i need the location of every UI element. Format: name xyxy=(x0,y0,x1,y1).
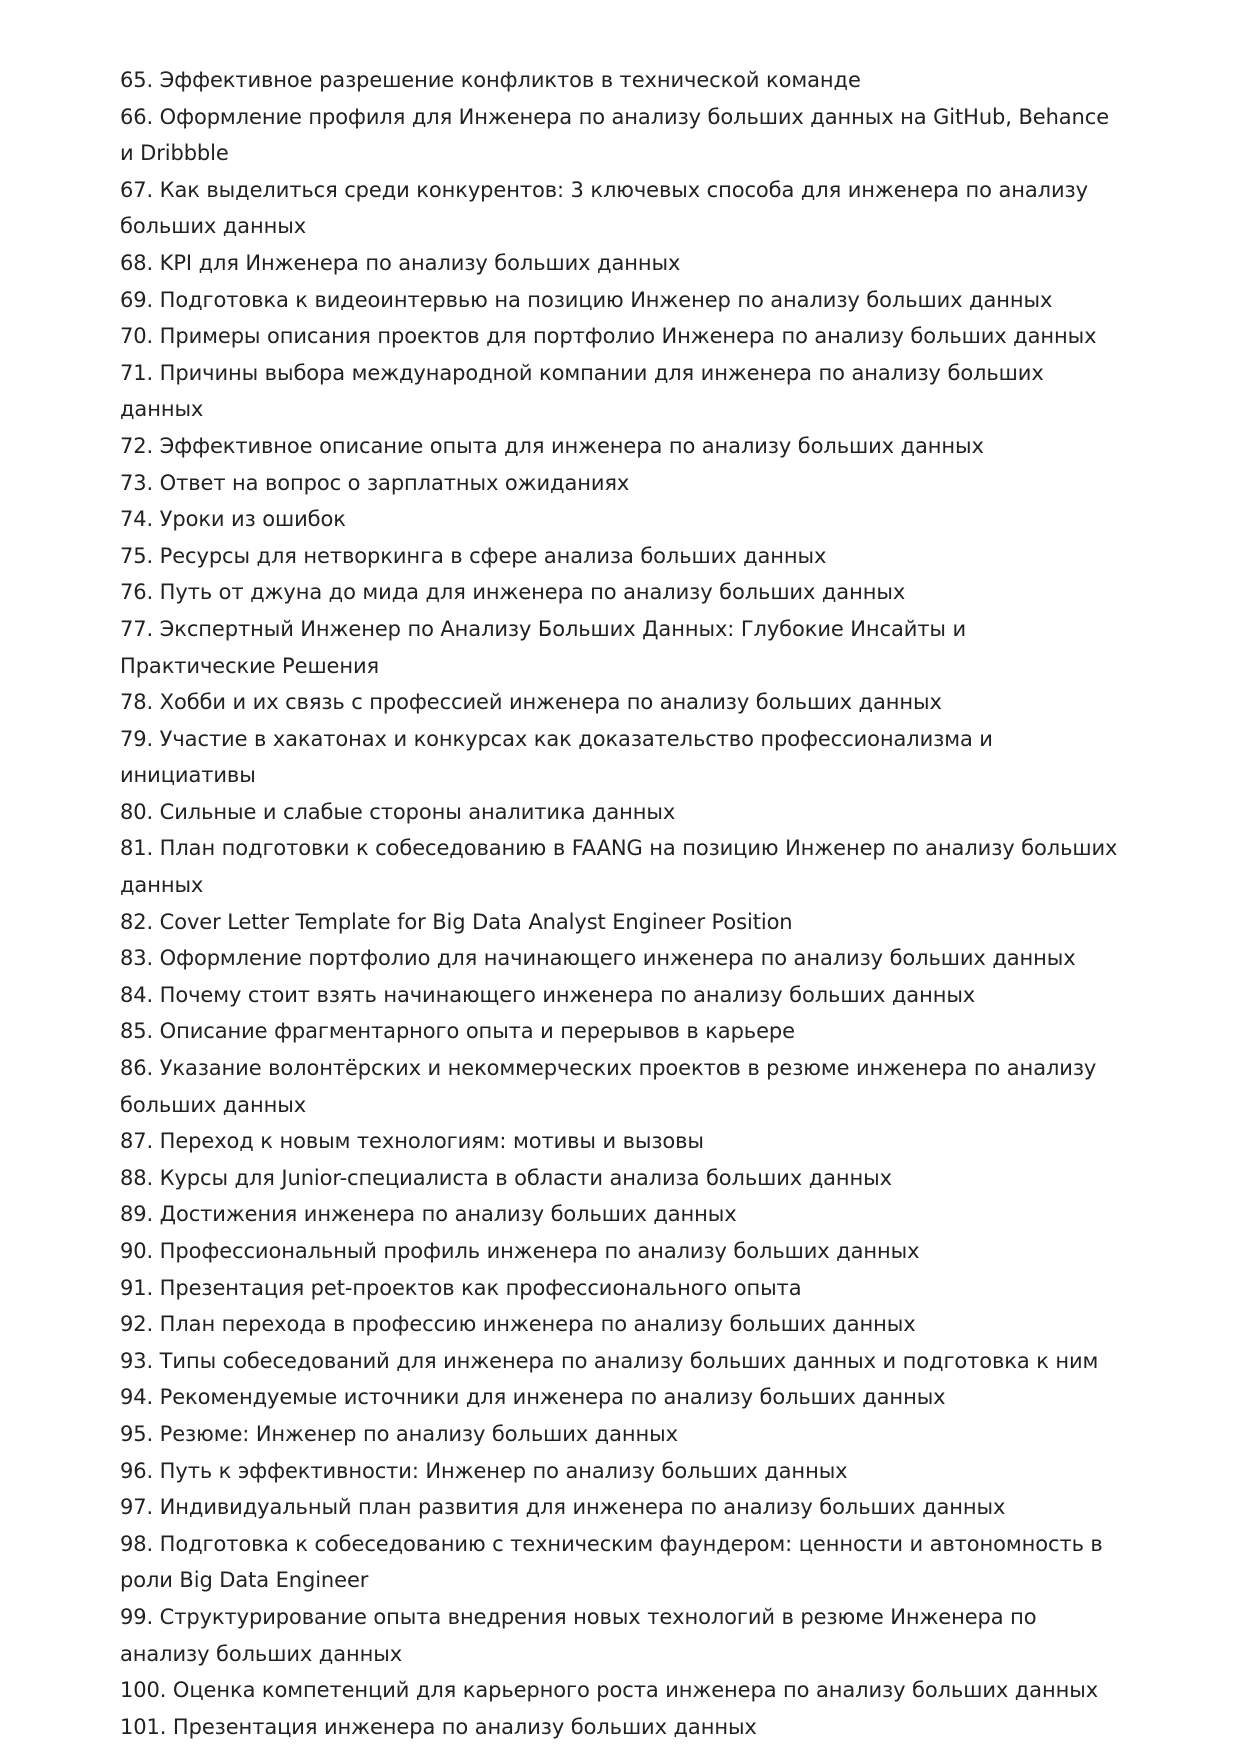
toc-item-85: 85. Описание фрагментарного опыта и перерывов в карьере xyxy=(120,1019,795,1044)
toc-item-93: 93. Типы собеседований для инженера по анализу больших данных и подготовка к ним xyxy=(120,1348,1099,1373)
toc-item-78: 78. Хобби и их связь с профессией инженера по анализу больших данных xyxy=(120,690,942,715)
toc-item-68: 68. KPI для Инженера по анализу больших данных xyxy=(120,250,681,275)
toc-item-83: 83. Оформление портфолио для начинающего инженера по анализу больших данных xyxy=(120,946,1076,971)
toc-item-86: 86. Указание волонтёрских и некоммерческих проектов в резюме инженера по анализу больших данных xyxy=(120,1056,1097,1117)
toc-item-95: 95. Резюме: Инженер по анализу больших данных xyxy=(120,1421,678,1446)
toc-item-77: 77. Экспертный Инженер по Анализу Больших Данных: Глубокие Инсайты и Практические Решения xyxy=(120,616,967,678)
toc-item-70: 70. Примеры описания проектов для портфолио Инженера по анализу больших данных xyxy=(120,324,1097,349)
toc-item-99: 99. Структурирование опыта внедрения новых технологий в резюме Инженера по анализу больших данных xyxy=(120,1604,1037,1666)
toc-item-98: 98. Подготовка к собеседованию с техническим фаундером: ценности и автономность в роли Big Data Engineer xyxy=(120,1531,1103,1593)
toc-item-92: 92. План перехода в профессию инженера по анализу больших данных xyxy=(120,1312,916,1337)
toc-item-76: 76. Путь от джуна до мида для инженера по анализу больших данных xyxy=(120,580,906,605)
toc-list xyxy=(120,62,1120,1745)
toc-item-100: 100. Оценка компетенций для карьерного роста инженера по анализу больших данных xyxy=(120,1678,1099,1703)
toc-item-89: 89. Достижения инженера по анализу больших данных xyxy=(120,1202,737,1227)
toc-item-82: 82. Cover Letter Template for Big Data Analyst Engineer Position xyxy=(120,909,793,934)
toc-item-66: 66. Оформление профиля для Инженера по анализу больших данных на GitHub, Behance и Dribbble xyxy=(120,104,1110,166)
toc-item-79: 79. Участие в хакатонах и конкурсах как доказательство профессионализма и инициативы xyxy=(120,726,993,788)
toc-item-81: 81. План подготовки к собеседованию в FAANG на позицию Инженер по анализу больших данных xyxy=(120,836,1118,898)
toc-item-73: 73. Ответ на вопрос о зарплатных ожиданиях xyxy=(120,470,630,495)
toc-item-67: 67. Как выделиться среди конкурентов: 3 ключевых способа для инженера по анализу больших данных xyxy=(120,177,1088,239)
toc-item-72: 72. Эффективное описание опыта для инженера по анализу больших данных xyxy=(120,433,984,458)
toc-item-74: 74. Уроки из ошибок xyxy=(120,507,346,532)
toc-item-75: 75. Ресурсы для нетворкинга в сфере анализа больших данных xyxy=(120,543,827,568)
toc-item-96: 96. Путь к эффективности: Инженер по анализу больших данных xyxy=(120,1458,848,1483)
toc-item-65: 65. Эффективное разрешение конфликтов в технической команде xyxy=(120,68,861,92)
toc-item-84: 84. Почему стоит взять начинающего инженера по анализу больших данных xyxy=(120,982,976,1007)
document-page xyxy=(120,62,1120,1745)
toc-item-80: 80. Сильные и слабые стороны аналитика данных xyxy=(120,799,676,824)
toc-item-87: 87. Переход к новым технологиям: мотивы и вызовы xyxy=(120,1129,704,1154)
toc-item-94: 94. Рекомендуемые источники для инженера по анализу больших данных xyxy=(120,1385,946,1410)
toc-item-71: 71. Причины выбора международной компании для инженера по анализу больших данных xyxy=(120,360,1044,422)
toc-item-97: 97. Индивидуальный план развития для инженера по анализу больших данных xyxy=(120,1495,1006,1520)
toc-item-69: 69. Подготовка к видеоинтервью на позицию Инженер по анализу больших данных xyxy=(120,287,1053,312)
toc-item-101: 101. Презентация инженера по анализу больших данных xyxy=(120,1714,757,1739)
toc-item-90: 90. Профессиональный профиль инженера по анализу больших данных xyxy=(120,1239,920,1263)
toc-item-91: 91. Презентация pet-проектов как профессионального опыта xyxy=(120,1275,802,1300)
toc-item-88: 88. Курсы для Junior-специалиста в области анализа больших данных xyxy=(120,1165,892,1190)
